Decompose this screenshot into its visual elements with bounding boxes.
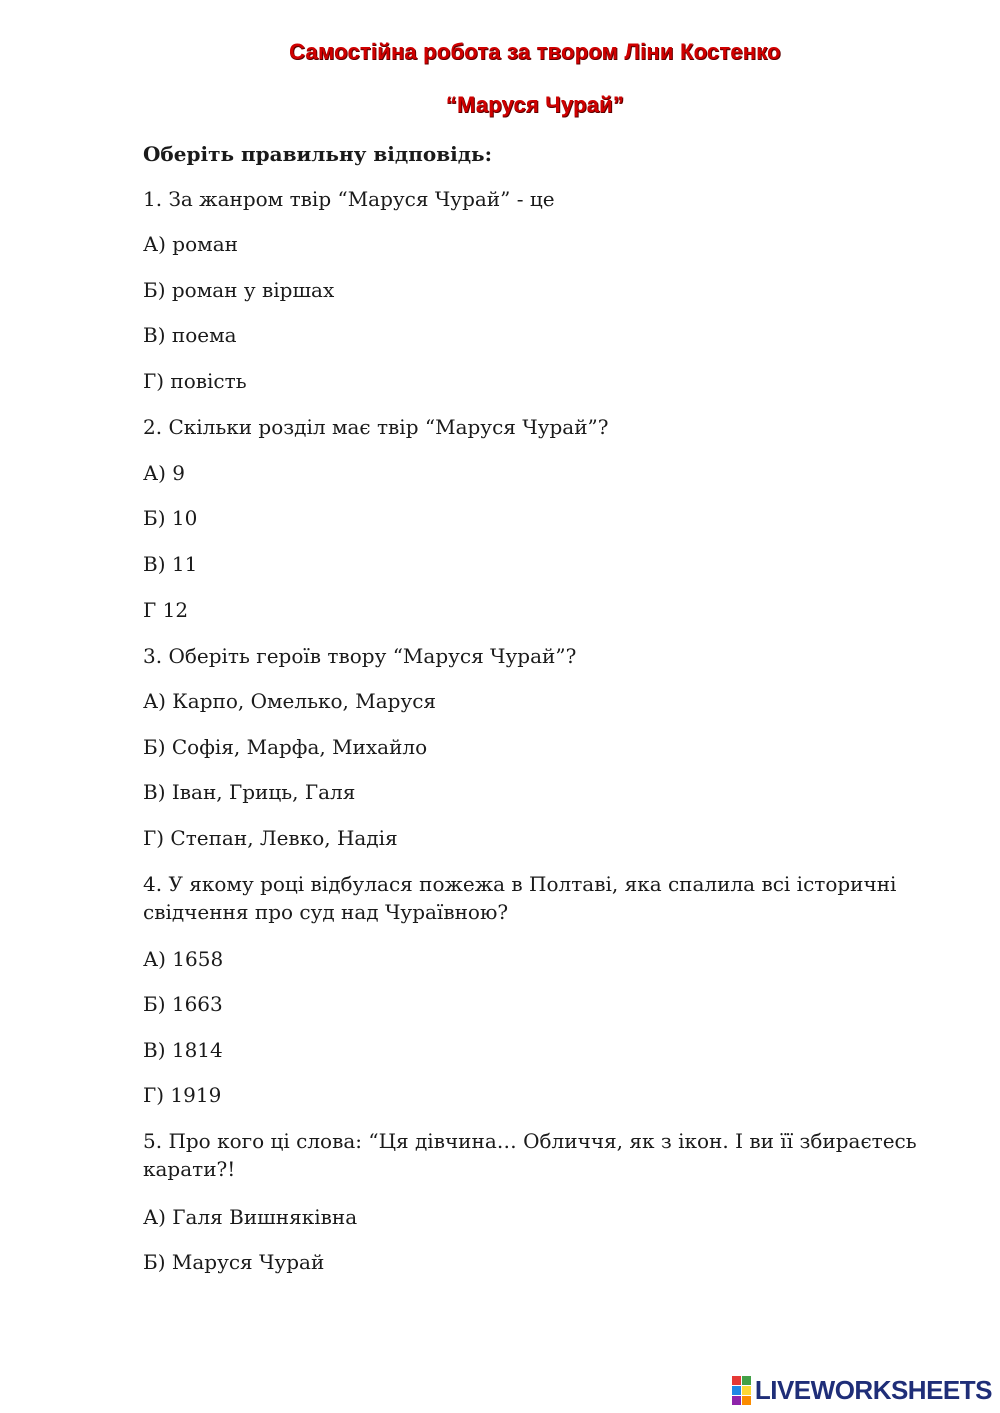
q1-option-c[interactable]: В) поема [143, 323, 237, 347]
question-3: 3. Оберіть героїв твору “Маруся Чурай”? [143, 644, 577, 668]
q1-option-d[interactable]: Г) повість [143, 369, 247, 393]
q1-option-a[interactable]: А) роман [143, 232, 238, 256]
q4-option-c[interactable]: В) 1814 [143, 1038, 223, 1062]
q4-option-d[interactable]: Г) 1919 [143, 1083, 222, 1107]
q3-option-d[interactable]: Г) Степан, Левко, Надія [143, 826, 398, 850]
q2-option-b[interactable]: Б) 10 [143, 506, 198, 530]
q2-option-c[interactable]: В) 11 [143, 552, 198, 576]
logo-block [742, 1386, 751, 1395]
logo-block [732, 1376, 741, 1385]
q5-option-b[interactable]: Б) Маруся Чурай [143, 1250, 325, 1274]
q4-option-a[interactable]: А) 1658 [143, 947, 224, 971]
liveworksheets-logo-text: LIVEWORKSHEETS [754, 1374, 992, 1405]
q1-option-b[interactable]: Б) роман у віршах [143, 278, 335, 302]
q2-option-d[interactable]: Г 12 [143, 598, 189, 622]
logo-block [732, 1396, 741, 1405]
instruction: Оберіть правильну відповідь: [143, 142, 492, 166]
liveworksheets-logo-icon [732, 1376, 751, 1405]
logo-block [742, 1396, 751, 1405]
q3-option-a[interactable]: А) Карпо, Омелько, Маруся [143, 689, 437, 713]
q4-option-b[interactable]: Б) 1663 [143, 992, 223, 1016]
title-line-2: “Маруся Чурай” [445, 92, 625, 117]
question-1: 1. За жанром твір “Маруся Чурай” - це [143, 187, 555, 211]
q3-option-b[interactable]: Б) Софія, Марфа, Михайло [143, 735, 428, 759]
title-line-1: Самостійна робота за твором Ліни Костенко [289, 39, 781, 64]
logo-block [732, 1386, 741, 1395]
question-2: 2. Скільки розділ має твір “Маруся Чурай”? [143, 415, 609, 439]
q5-option-a[interactable]: А) Галя Вишняківна [143, 1205, 358, 1229]
question-4: 4. У якому році відбулася пожежа в Полтаві, яка спалила всі історичні свідчення про суд над Чураївною? [143, 872, 903, 924]
q3-option-c[interactable]: В) Іван, Гриць, Галя [143, 780, 356, 804]
question-5: 5. Про кого ці слова: “Ця дівчина… Обличчя, як з ікон. І ви її збираєтесь карати?! [143, 1129, 924, 1181]
logo-block [742, 1376, 751, 1385]
liveworksheets-logo [732, 1375, 992, 1405]
q2-option-a[interactable]: А) 9 [143, 461, 186, 485]
